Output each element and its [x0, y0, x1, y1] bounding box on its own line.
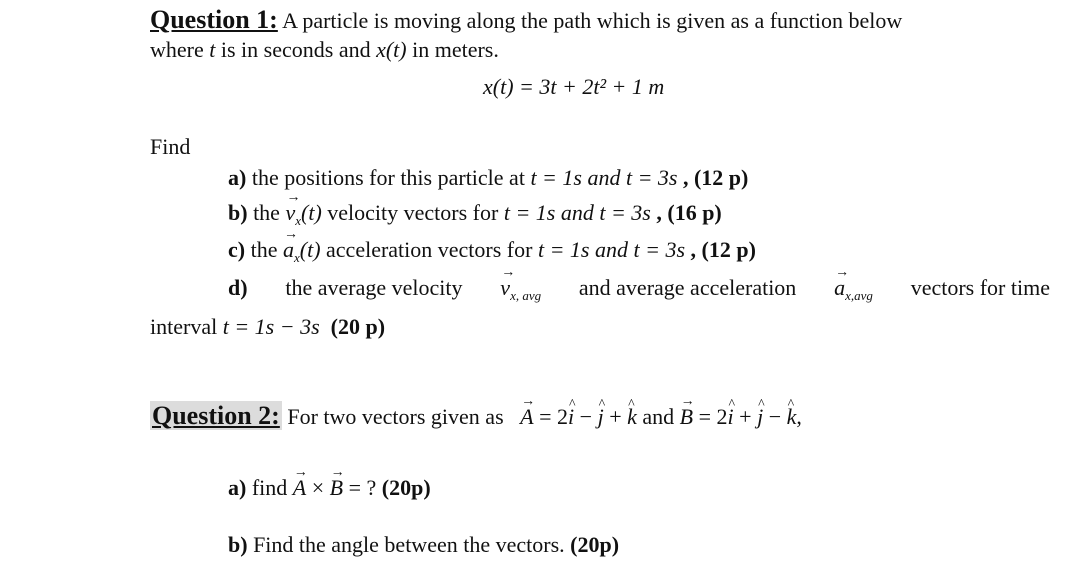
part-1c-condition: t = 1s and t = 3s: [537, 237, 686, 262]
vector-a-op-2: +: [603, 404, 628, 429]
part-1d-condition: t = 1s − 3s: [222, 314, 320, 339]
cross-vector-b-symbol: B →: [330, 474, 343, 502]
part-1a: [228, 164, 748, 192]
velocity-vector-symbol: v →: [285, 199, 295, 227]
intro-end: in meters.: [406, 37, 499, 62]
part-1b: [228, 199, 722, 235]
part-1b-arg: (t): [301, 200, 322, 225]
avg-velocity-vector-symbol: v →: [500, 274, 510, 302]
avg-velocity-subscript: x, avg: [510, 288, 542, 303]
part-2b-label: b): [228, 532, 248, 557]
part-1b-text: velocity vectors for: [327, 200, 499, 225]
part-2a-points: (20p): [381, 475, 431, 500]
vector-b-op-2: −: [763, 404, 787, 429]
intro-where: where: [150, 37, 210, 62]
part-1b-points: , (16 p): [656, 200, 722, 225]
part-2b-points: (20p): [570, 532, 620, 557]
unit-j-symbol: j ^: [598, 403, 604, 431]
unit-j-symbol: j ^: [757, 403, 763, 431]
unit-k-symbol: k ^: [627, 403, 637, 431]
part-1d-interval-label: interval: [150, 314, 218, 339]
part-1c-points: , (12 p): [690, 237, 756, 262]
intro-xt: x(t): [376, 37, 407, 62]
part-1c-label: c): [228, 237, 246, 262]
part-1d-points: (20 p): [330, 314, 386, 339]
question-2-intro: For two vectors given as: [287, 404, 504, 429]
vector-b-op-1: +: [733, 404, 758, 429]
part-2b: [228, 531, 619, 559]
cross-vector-a-symbol: A →: [293, 474, 306, 502]
question-1-intro-line: [150, 6, 902, 35]
question-1-intro-line-2: [150, 36, 499, 64]
vector-b-symbol: B →: [680, 403, 693, 431]
part-1a-points: , (12 p): [682, 165, 749, 190]
part-1a-text: the positions for this particle at: [251, 165, 525, 190]
unit-k-symbol: k ^: [787, 403, 797, 431]
part-1c-pre: the: [250, 237, 278, 262]
question-2-intro-line: [150, 402, 802, 431]
intro-mid: is in seconds and: [215, 37, 377, 62]
unit-i-symbol: i ^: [568, 403, 574, 431]
part-1c: [228, 236, 756, 272]
vector-a-symbol: A →: [520, 403, 533, 431]
part-2a-text: find: [251, 475, 288, 500]
acceleration-vector-symbol: a →: [283, 236, 294, 264]
cross-times: ×: [306, 475, 330, 500]
part-2b-text: Find the angle between the vectors.: [253, 532, 565, 557]
intro-t: t: [209, 37, 216, 62]
part-2a: [228, 474, 431, 502]
question-1-label: Question 1:: [150, 5, 278, 34]
question-2-label: Question 2:: [152, 401, 280, 430]
part-1d-text-2: and average acceleration: [578, 275, 797, 300]
part-1b-condition: t = 1s and t = 3s: [503, 200, 651, 225]
part-1b-label: b): [228, 200, 248, 225]
question-1-intro: A particle is moving along the path which is given as a function below: [282, 8, 903, 33]
vector-a-eq: = 2: [533, 404, 569, 429]
part-1d-text-3: vectors for time: [910, 275, 1050, 300]
vector-b-eq: = 2: [693, 404, 728, 429]
avg-acceleration-vector-symbol: a →: [834, 274, 845, 302]
and-word: and: [642, 404, 675, 429]
part-1d-text-1: the average velocity: [285, 275, 463, 300]
part-1a-label: a): [228, 165, 247, 190]
part-1c-arg: (t): [299, 237, 321, 262]
part-1d-line-2: [150, 313, 385, 341]
part-1d: [228, 274, 1050, 310]
part-2a-label: a): [228, 475, 247, 500]
find-label: Find: [150, 134, 191, 159]
acceleration-subscript: x: [293, 250, 300, 265]
part-1d-label: d): [228, 275, 248, 300]
avg-acceleration-subscript: x,avg: [845, 288, 873, 303]
vector-a-op-1: −: [574, 404, 598, 429]
part-1c-text: acceleration vectors for: [326, 237, 533, 262]
part-1b-pre: the: [253, 200, 280, 225]
part-1a-condition: t = 1s and t = 3s: [530, 165, 678, 190]
velocity-subscript: x: [295, 213, 301, 228]
unit-i-symbol: i ^: [728, 403, 734, 431]
position-equation: x(t) = 3t + 2t² + 1 m: [483, 74, 665, 99]
vector-b-tail: ,: [796, 404, 802, 429]
cross-equals: = ?: [343, 475, 377, 500]
